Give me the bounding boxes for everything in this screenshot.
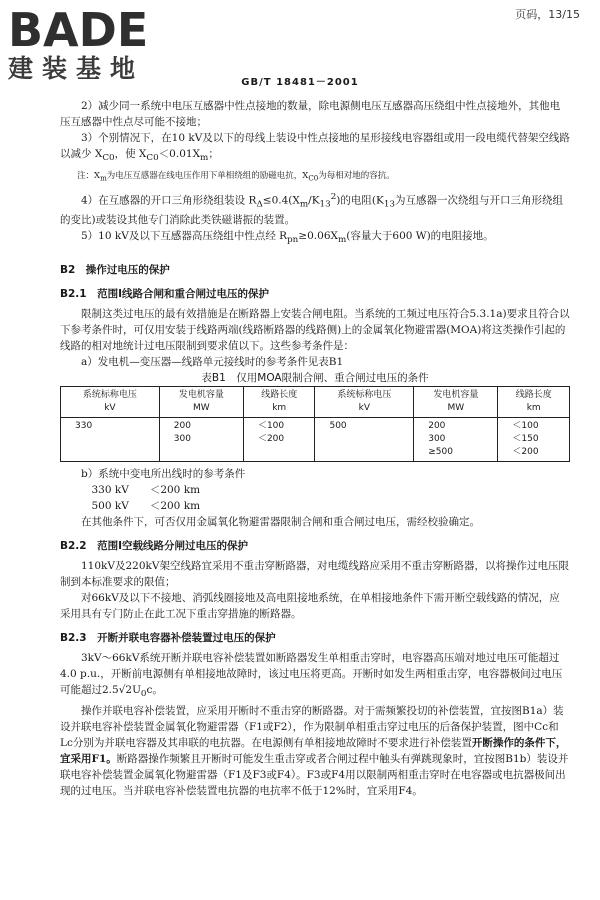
standard-code: GB/T 18481－2001 <box>241 77 359 88</box>
table-header-cell: 线路长度 km <box>243 387 315 418</box>
para-b2-3-2 <box>60 703 570 799</box>
para-item-5: 5）10 kV及以下互感器高压绕组中性点经 $R_{pn}\ge 0.06X_m$(容量大于600 W)的电阻接地。 <box>81 230 494 246</box>
table-header-cell: 发电机容量 MW <box>414 387 498 418</box>
para-item-4: 4）在互感器的开口三角形绕组装设 $R_\Delta\le 0.4(X_m/K_{13}^2)$的电阻($K_{13}$为互感器一次绕组与开口三角形绕组的变比)或装设其他专门消除此类铁磁谐振的装置。 <box>60 191 563 227</box>
heading-b2-1: B2.1 范围Ⅰ线路合闸和重合闸过电压的保护 <box>60 288 270 301</box>
table-header-row <box>61 387 570 418</box>
table-header-cell: 线路长度 km <box>498 387 570 418</box>
logo-brand: BADE <box>8 4 149 52</box>
conditions-table <box>60 386 570 462</box>
para-b2-3-1: 3kV～66kV系统开断并联电容补偿装置如断路器发生单相重击穿时，电容器高压端对地过电压可能超过4.0 p.u.，开断前电源侧有单相接地故障时，该过电压将更高。开断时如发生两相重击穿，电容器极间过电压可能超过$2.5√2U_0c$。 <box>60 652 563 700</box>
para-b2-3-2a: 操作并联电容补偿装置，应采用开断时不重击穿的断路器。对于需频繁投切的补偿装置，宜按图B1a）装设并联电容补偿装置金属氧化物避雷器（F1或F2），作为限制单相重击穿过电压的后备保护装置，图中Cc和Lc分别为并联电容器及其串联的电抗器。在电源侧有单相接地故障时不要求进行补偿装置 <box>60 704 564 749</box>
cell-system-voltage: 330 <box>61 418 160 462</box>
para-b2-2-2: 对66kV及以下不接地、消弧线圈接地及高电阻接地系统，在单相接地条件下需开断空载线路的情况，应采用具有专门防止在此工况下重击穿措施的断路器。 <box>60 592 560 621</box>
cell-generator-capacity: 200 300 <box>159 418 243 462</box>
bade-logo-icon <box>8 4 170 52</box>
heading-b2: B2 操作过电压的保护 <box>60 264 170 277</box>
document-body <box>60 98 570 799</box>
para-condition-b: b）系统中变电所出线时的参考条件 <box>81 468 246 481</box>
condition-500kv: 500 kV ＜200 km <box>91 500 201 513</box>
para-b2-3-2c: 断路器操作频繁且开断时可能发生重击穿或者合闸过程中触头有弹跳现象时，宜按图B1b）装设并联电容补偿装置金属氧化物避雷器（F1及F3或F4）。F3或F4用以限制两相重击穿时在电容器或电抗器极间出现的过电压。当并联电容补偿装置电抗器的电抗率不低于12%时，宜采用F4。 <box>60 752 569 797</box>
para-b2-3-2b: 开断操作的条件下，宜采用F1。 <box>60 736 567 765</box>
note-text: 注：$X_m$为电压互感器在线电压作用下单相绕组的励磁电抗，$X_{C0}$为每相对地的容抗。 <box>77 171 395 183</box>
site-logo <box>8 4 188 84</box>
table-header-cell: 系统标称电压 kV <box>61 387 160 418</box>
table-header-cell: 系统标称电压 kV <box>315 387 414 418</box>
cell-generator-capacity: 200 300 ≥500 <box>414 418 498 462</box>
heading-b2-3: B2.3 开断并联电容器补偿装置过电压的保护 <box>60 632 276 645</box>
cell-system-voltage: 500 <box>315 418 414 462</box>
cell-line-length: ＜100 ＜150 ＜200 <box>498 418 570 462</box>
para-item-2: 2）减少同一系统中电压互感器中性点接地的数量，除电源侧电压互感器高压绕组中性点接地外，其他电压互感器中性点尽可能不接地； <box>60 100 561 128</box>
para-other-conditions: 在其他条件下，可否仅用金属氧化物避雷器限制合闸和重合闸过电压，需经校验确定。 <box>81 516 480 529</box>
heading-b2-2: B2.2 范围Ⅰ空载线路分闸过电压的保护 <box>60 540 249 553</box>
para-b2-1-intro: 限制这类过电压的最有效措施是在断路器上安装合闸电阻。当系统的工频过电压符合5.3.1a)要求且符合以下参考条件时，可仅用安装于线路两端(线路断路器的线路侧)上的金属氧化物避雷器(MOA)将这类操作引起的线路的相对地统计过电压限制到要求值以下。这些参考条件是： <box>60 308 570 353</box>
table-header-cell: 发电机容量 MW <box>159 387 243 418</box>
cell-line-length: ＜100 ＜200 <box>243 418 315 462</box>
para-item-3: 3）个别情况下，在10 kV及以下的母线上装设中性点接地的星形接线电容器组或用一段电缆代替架空线路以减少 $X_{C0}$，使 $X_{C0}<0.01X_m$； <box>60 132 570 164</box>
condition-330kv: 330 kV ＜200 km <box>91 484 201 497</box>
para-b2-2-1: 110kV及220kV架空线路宜采用不重击穿断路器，对电缆线路应采用不重击穿断路器，以将操作过电压限制到本标准要求的限值； <box>60 560 569 589</box>
table-caption: 表B1 仅用MOA限制合闸、重合闸过电压的条件 <box>201 372 429 385</box>
logo-subtitle: 建装基地 <box>8 54 145 83</box>
page-number: 页码，13/15 <box>515 8 580 21</box>
para-condition-a: a）发电机—变压器—线路单元接线时的参考条件见表B1 <box>81 356 344 369</box>
table-row <box>61 418 570 462</box>
